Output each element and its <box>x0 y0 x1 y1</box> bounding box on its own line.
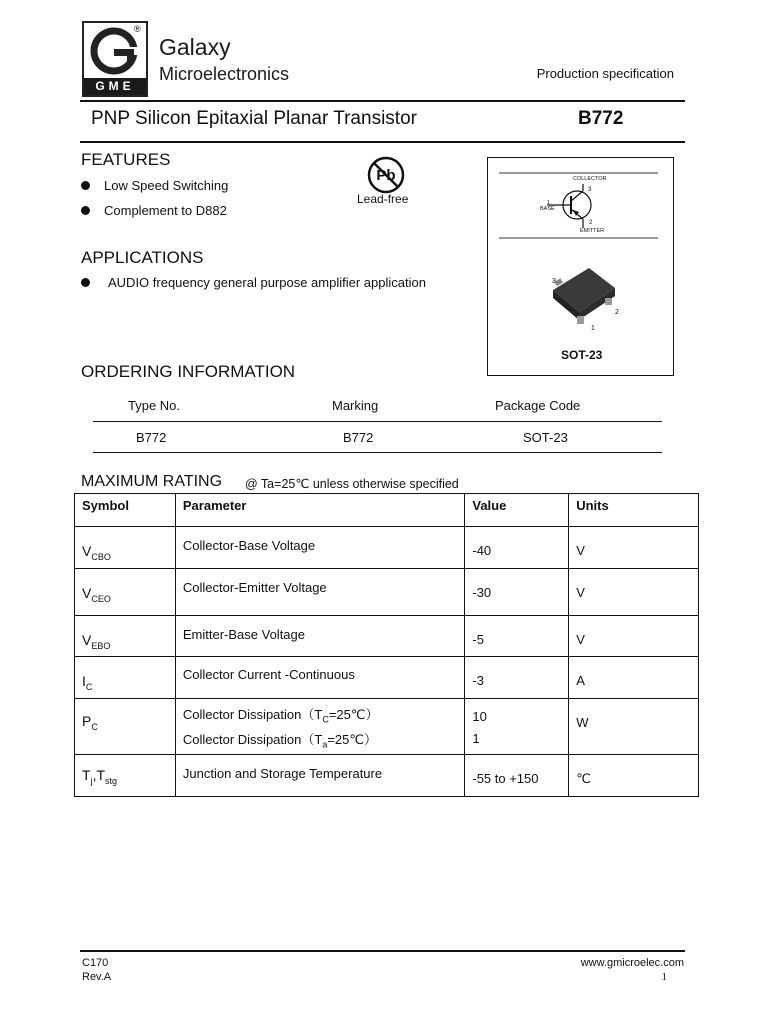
divider <box>93 452 662 453</box>
unit-cell: V <box>569 527 699 569</box>
value-cell: -30 <box>465 569 569 616</box>
column-header: Units <box>569 494 699 527</box>
document-title: PNP Silicon Epitaxial Planar Transistor <box>91 108 417 129</box>
page-number: 1 <box>661 971 667 983</box>
website-url: www.gmicroelec.com <box>580 957 684 969</box>
pin-number: 3 <box>552 278 556 285</box>
parameter-cell: Emitter-Base Voltage <box>175 616 464 657</box>
feature-text: Complement to D882 <box>104 203 227 218</box>
application-text: AUDIO frequency general purpose amplifier application <box>108 275 426 290</box>
value-cell: -5 <box>465 616 569 657</box>
pin-label-base: BASE <box>540 206 555 212</box>
ordering-cell: SOT-23 <box>523 430 568 445</box>
table-header-row <box>75 494 699 527</box>
pin-number: 1 <box>591 325 595 332</box>
max-rating-condition: @ Ta=25℃ unless otherwise specified <box>245 477 459 491</box>
table-row <box>75 616 699 657</box>
package-name: SOT-23 <box>561 348 603 362</box>
unit-cell: V <box>569 569 699 616</box>
pin-label-collector: COLLECTOR <box>573 176 607 182</box>
part-number: B772 <box>578 108 624 129</box>
unit-cell: A <box>569 657 699 699</box>
symbol-cell: $V_{CBO}$ <box>75 527 176 569</box>
value-cell: -3 <box>465 657 569 699</box>
divider <box>80 100 685 102</box>
ordering-cell: B772 <box>136 430 167 445</box>
lead-free-icon <box>366 155 406 195</box>
pin-number: 3 <box>588 187 592 193</box>
bullet-icon <box>81 206 90 215</box>
revision: Rev.A <box>82 971 112 983</box>
pin-label-emitter: EMITTER <box>580 228 605 234</box>
leadfree-symbol: Pb <box>376 167 396 184</box>
table-row <box>75 569 699 616</box>
ordering-cell: B772 <box>343 430 374 445</box>
pin-number: 2 <box>615 309 619 316</box>
value-cell: -55 to +150 <box>465 755 569 797</box>
brand-subtitle: Microelectronics <box>159 64 290 84</box>
ordering-col-header: Marking <box>332 398 379 413</box>
brand-name: Galaxy <box>159 34 231 60</box>
symbol-cell: $P_C$ <box>75 699 176 755</box>
unit-cell: W <box>569 699 699 755</box>
column-header: Parameter <box>175 494 464 527</box>
divider <box>80 950 685 952</box>
spec-type: Production specification <box>536 66 674 81</box>
ordering-col-header: Package Code <box>495 398 581 413</box>
symbol-cell: $V_{EBO}$ <box>75 616 176 657</box>
parameter-cell: Collector-Emitter Voltage <box>175 569 464 616</box>
sot23-package-icon <box>541 262 631 332</box>
symbol-cell: $V_{CEO}$ <box>75 569 176 616</box>
symbol-cell: $T_j,T_{stg}$ <box>75 755 176 797</box>
max-rating-heading: MAXIMUM RATING <box>81 473 223 490</box>
divider <box>499 237 658 239</box>
registered-mark: ® <box>134 24 141 34</box>
unit-cell: ℃ <box>569 755 699 797</box>
logo-gme-mark: GME <box>84 78 146 95</box>
pin-number: 2 <box>589 220 593 226</box>
column-header: Symbol <box>75 494 176 527</box>
table-row <box>75 755 699 797</box>
features-heading: FEATURES <box>81 150 171 169</box>
column-header: Value <box>465 494 569 527</box>
value-cell: 10 1 <box>465 699 569 755</box>
applications-heading: APPLICATIONS <box>81 248 204 267</box>
table-row <box>75 699 699 755</box>
symbol-cell: $I_C$ <box>75 657 176 699</box>
parameter-cell: Collector Current -Continuous <box>175 657 464 699</box>
value-cell: -40 <box>465 527 569 569</box>
lead-free-label: Lead-free <box>357 192 409 206</box>
parameter-cell: Junction and Storage Temperature <box>175 755 464 797</box>
bullet-icon <box>81 278 90 287</box>
transistor-symbol-icon <box>533 174 623 236</box>
document-code: C170 <box>82 957 109 969</box>
parameter-cell: Collector-Base Voltage <box>175 527 464 569</box>
table-row <box>75 527 699 569</box>
bullet-icon <box>81 181 90 190</box>
divider <box>80 141 685 143</box>
pin-number: 1 <box>547 200 550 206</box>
ordering-col-header: Type No. <box>128 398 181 413</box>
unit-cell: V <box>569 616 699 657</box>
table-row <box>75 657 699 699</box>
parameter-cell: Collector $Dissipation(T_C=25℃)$ Collector $Dissipation(T_a=25℃)$ <box>175 699 464 755</box>
divider <box>93 421 662 422</box>
feature-text: Low Speed Switching <box>104 178 229 193</box>
max-rating-table <box>74 493 699 797</box>
ordering-heading: ORDERING INFORMATION <box>81 362 296 381</box>
